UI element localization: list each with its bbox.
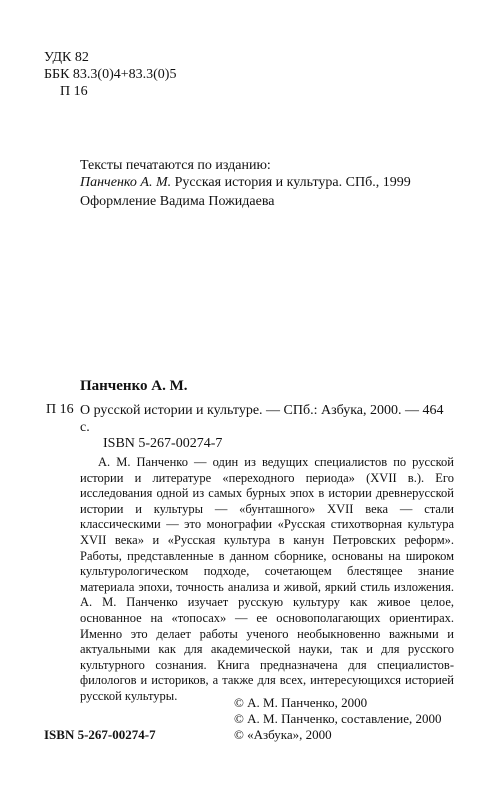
source-author: Панченко А. М. bbox=[80, 175, 172, 190]
annotation: А. М. Панченко — один из ведущих специалистов по русской истории и литературе «переходного периода» (XVII в.). Его исследования одной из самых бурных эпох в истории древнерусской истории и культуры — «бунташного» XVII века — стали классическими — это монографии «Русская стихотворная культура XVII века» и «Русская культура в канун Петровских реформ». Работы, представленные в данном сборнике, основаны на широком культурологическом подходе, сочетающем блестящее знание материала эпохи, точность анализа и живой, яркий стиль изложения. А. М. Панченко изучает русскую культуру как живое целое, основанное на «топосах» — ее основополагающих ориентирах. Именно это делает работы ученого необыкновенно важными и актуальными как для академической науки, так и для русского культурного сознания. Книга предназначена для специалистов-филологов и историков, а также для всех, интересующихся историей русской культуры. bbox=[80, 455, 454, 703]
source-intro: Тексты печатаются по изданию: bbox=[80, 158, 271, 173]
design-credit: Оформление Вадима Пожидаева bbox=[80, 194, 275, 209]
copyright-block bbox=[234, 695, 442, 743]
source-edition-note bbox=[80, 157, 411, 191]
card-index: П 16 bbox=[46, 402, 74, 417]
copyright-line: © А. М. Панченко, составление, 2000 bbox=[234, 711, 442, 726]
udk-code: УДК 82 bbox=[44, 50, 89, 65]
classification-codes bbox=[44, 49, 176, 100]
bbk-code: ББК 83.3(0)4+83.3(0)5 bbox=[44, 67, 177, 82]
source-reference bbox=[80, 174, 411, 191]
card-isbn: ISBN 5-267-00274-7 bbox=[103, 436, 223, 451]
card-title: О русской истории и культуре. — СПб.: Азбука, 2000. — 464 с. bbox=[80, 403, 444, 435]
source-rest: Русская история и культура. СПб., 1999 bbox=[174, 175, 411, 190]
copyright-line: © А. М. Панченко, 2000 bbox=[234, 695, 368, 710]
copyright-line: © «Азбука», 2000 bbox=[234, 727, 332, 742]
card-author: Панченко А. М. bbox=[80, 378, 188, 394]
bottom-isbn: ISBN 5-267-00274-7 bbox=[44, 727, 156, 742]
author-mark: П 16 bbox=[60, 84, 88, 99]
